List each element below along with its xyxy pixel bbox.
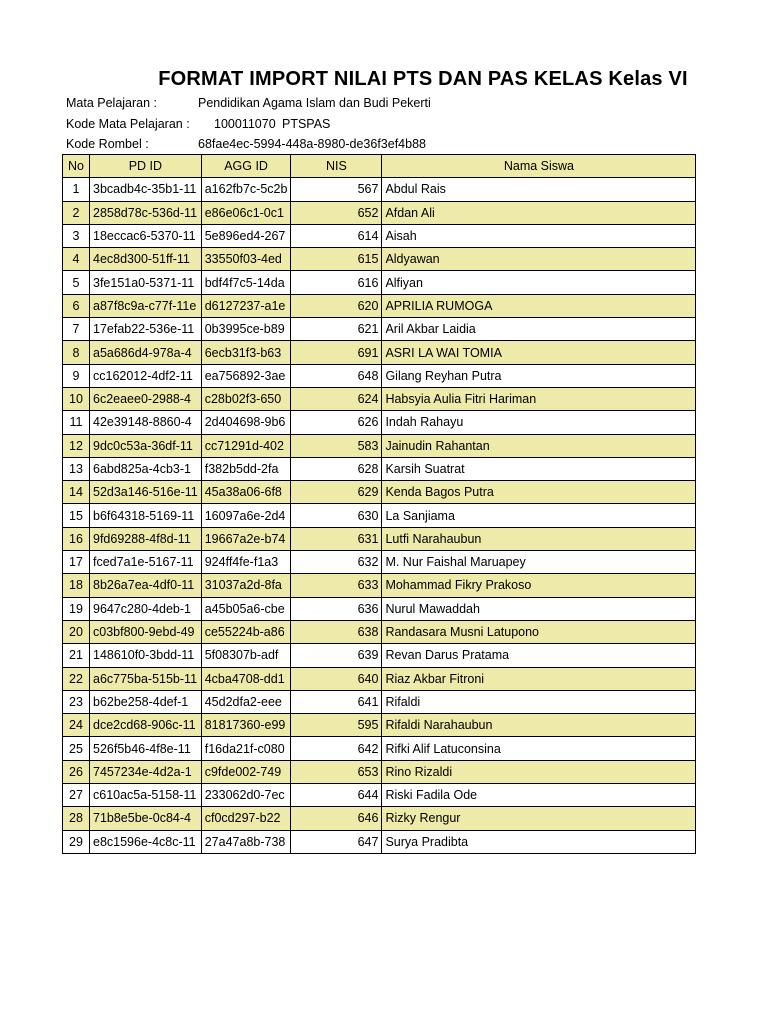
cell-pd-id: 52d3a146-516e-11	[90, 481, 202, 504]
cell-no: 19	[63, 597, 90, 620]
cell-agg-id: 16097a6e-2d4	[201, 504, 291, 527]
table-row	[63, 644, 696, 667]
cell-agg-id: 45a38a06-6f8	[201, 481, 291, 504]
cell-pd-id: 42e39148-8860-4	[90, 411, 202, 434]
cell-nis: 629	[291, 481, 382, 504]
cell-no: 22	[63, 667, 90, 690]
table-header-row	[63, 155, 696, 178]
cell-no: 26	[63, 760, 90, 783]
cell-no: 2	[63, 201, 90, 224]
cell-agg-id: f382b5dd-2fa	[201, 457, 291, 480]
cell-agg-id: bdf4f7c5-14da	[201, 271, 291, 294]
cell-nis: 648	[291, 364, 382, 387]
table-row	[63, 784, 696, 807]
cell-nama-siswa: Abdul Rais	[382, 178, 696, 201]
table-row	[63, 341, 696, 364]
cell-no: 28	[63, 807, 90, 830]
cell-nis: 639	[291, 644, 382, 667]
cell-pd-id: 148610f0-3bdd-11	[90, 644, 202, 667]
cell-agg-id: cc71291d-402	[201, 434, 291, 457]
cell-nama-siswa: ASRI LA WAI TOMIA	[382, 341, 696, 364]
cell-no: 21	[63, 644, 90, 667]
cell-no: 3	[63, 224, 90, 247]
cell-agg-id: 19667a2e-b74	[201, 527, 291, 550]
cell-pd-id: 9fd69288-4f8d-11	[90, 527, 202, 550]
cell-pd-id: 2858d78c-536d-11	[90, 201, 202, 224]
table-row	[63, 737, 696, 760]
cell-no: 24	[63, 714, 90, 737]
cell-no: 20	[63, 620, 90, 643]
cell-agg-id: a45b05a6-cbe	[201, 597, 291, 620]
cell-nis: 632	[291, 551, 382, 574]
cell-nis: 636	[291, 597, 382, 620]
cell-pd-id: c03bf800-9ebd-49	[90, 620, 202, 643]
cell-nis: 633	[291, 574, 382, 597]
cell-no: 15	[63, 504, 90, 527]
kode-rombel-value: 68fae4ec-5994-448a-8980-de36f3ef4b88	[198, 137, 426, 151]
cell-agg-id: 233062d0-7ec	[201, 784, 291, 807]
table-row	[63, 690, 696, 713]
cell-pd-id: 3bcadb4c-35b1-11	[90, 178, 202, 201]
table-row	[63, 481, 696, 504]
cell-pd-id: e8c1596e-4c8c-11	[90, 830, 202, 853]
cell-no: 29	[63, 830, 90, 853]
cell-nama-siswa: Mohammad Fikry Prakoso	[382, 574, 696, 597]
cell-no: 12	[63, 434, 90, 457]
cell-nis: 641	[291, 690, 382, 713]
cell-pd-id: 18eccac6-5370-11	[90, 224, 202, 247]
cell-no: 5	[63, 271, 90, 294]
table-row	[63, 434, 696, 457]
table-row	[63, 714, 696, 737]
cell-nama-siswa: Gilang Reyhan Putra	[382, 364, 696, 387]
cell-nis: 624	[291, 387, 382, 410]
table-row	[63, 504, 696, 527]
kode-mata-pelajaran-extra: PTSPAS	[282, 117, 331, 131]
cell-agg-id: e86e06c1-0c1	[201, 201, 291, 224]
cell-nama-siswa: Aldyawan	[382, 248, 696, 271]
cell-no: 27	[63, 784, 90, 807]
cell-agg-id: a162fb7c-5c2b	[201, 178, 291, 201]
table-row	[63, 271, 696, 294]
cell-agg-id: d6127237-a1e	[201, 294, 291, 317]
cell-nis: 616	[291, 271, 382, 294]
cell-nama-siswa: Riski Fadila Ode	[382, 784, 696, 807]
cell-nama-siswa: Aisah	[382, 224, 696, 247]
cell-pd-id: 4ec8d300-51ff-11	[90, 248, 202, 271]
cell-pd-id: a6c775ba-515b-11	[90, 667, 202, 690]
cell-nis: 630	[291, 504, 382, 527]
cell-agg-id: 5e896ed4-267	[201, 224, 291, 247]
cell-pd-id: a87f8c9a-c77f-11e	[90, 294, 202, 317]
cell-pd-id: 17efab22-536e-11	[90, 318, 202, 341]
header-agg-id: AGG ID	[201, 155, 291, 178]
cell-nama-siswa: Rizky Rengur	[382, 807, 696, 830]
mata-pelajaran-label: Mata Pelajaran :	[66, 96, 158, 110]
cell-nis: 628	[291, 457, 382, 480]
cell-nama-siswa: Karsih Suatrat	[382, 457, 696, 480]
cell-nama-siswa: Lutfi Narahaubun	[382, 527, 696, 550]
table-row	[63, 597, 696, 620]
cell-no: 17	[63, 551, 90, 574]
cell-no: 7	[63, 318, 90, 341]
page-title: FORMAT IMPORT NILAI PTS DAN PAS KELAS Kelas VI	[158, 68, 688, 90]
cell-agg-id: 4cba4708-dd1	[201, 667, 291, 690]
cell-nama-siswa: Kenda Bagos Putra	[382, 481, 696, 504]
table-row	[63, 318, 696, 341]
meta-kode-mata-pelajaran	[66, 117, 331, 131]
cell-agg-id: c28b02f3-650	[201, 387, 291, 410]
meta-kode-rombel	[66, 137, 426, 151]
table-row	[63, 527, 696, 550]
cell-no: 8	[63, 341, 90, 364]
cell-no: 6	[63, 294, 90, 317]
cell-pd-id: fced7a1e-5167-11	[90, 551, 202, 574]
meta-mata-pelajaran	[66, 96, 431, 110]
cell-nis: 620	[291, 294, 382, 317]
cell-nis: 615	[291, 248, 382, 271]
cell-nama-siswa: Revan Darus Pratama	[382, 644, 696, 667]
cell-pd-id: 71b8e5be-0c84-4	[90, 807, 202, 830]
cell-nis: 653	[291, 760, 382, 783]
cell-nama-siswa: Rifaldi	[382, 690, 696, 713]
table-row	[63, 387, 696, 410]
table-row	[63, 364, 696, 387]
cell-nis: 642	[291, 737, 382, 760]
table-row	[63, 224, 696, 247]
cell-no: 13	[63, 457, 90, 480]
cell-nis: 567	[291, 178, 382, 201]
cell-no: 9	[63, 364, 90, 387]
cell-pd-id: c610ac5a-5158-11	[90, 784, 202, 807]
cell-nama-siswa: La Sanjiama	[382, 504, 696, 527]
header-nama-siswa: Nama Siswa	[382, 155, 696, 178]
cell-pd-id: 526f5b46-4f8e-11	[90, 737, 202, 760]
cell-nis: 646	[291, 807, 382, 830]
cell-agg-id: 45d2dfa2-eee	[201, 690, 291, 713]
cell-nis: 626	[291, 411, 382, 434]
cell-pd-id: dce2cd68-906c-11	[90, 714, 202, 737]
table-row	[63, 760, 696, 783]
cell-nis: 631	[291, 527, 382, 550]
table-row	[63, 551, 696, 574]
grade-import-table	[62, 154, 696, 854]
cell-nama-siswa: M. Nur Faishal Maruapey	[382, 551, 696, 574]
cell-agg-id: 27a47a8b-738	[201, 830, 291, 853]
cell-nama-siswa: Surya Pradibta	[382, 830, 696, 853]
cell-no: 11	[63, 411, 90, 434]
cell-pd-id: 6abd825a-4cb3-1	[90, 457, 202, 480]
cell-no: 16	[63, 527, 90, 550]
cell-agg-id: 2d404698-9b6	[201, 411, 291, 434]
cell-no: 1	[63, 178, 90, 201]
cell-agg-id: ea756892-3ae	[201, 364, 291, 387]
header-no: No	[63, 155, 90, 178]
cell-nis: 652	[291, 201, 382, 224]
cell-nis: 583	[291, 434, 382, 457]
kode-rombel-label: Kode Rombel :	[66, 137, 149, 151]
cell-pd-id: a5a686d4-978a-4	[90, 341, 202, 364]
cell-nama-siswa: Randasara Musni Latupono	[382, 620, 696, 643]
cell-agg-id: 5f08307b-adf	[201, 644, 291, 667]
kode-mata-pelajaran-value: 100011070	[214, 117, 276, 131]
cell-nis: 638	[291, 620, 382, 643]
table-row	[63, 667, 696, 690]
cell-pd-id: 7457234e-4d2a-1	[90, 760, 202, 783]
cell-pd-id: b6f64318-5169-11	[90, 504, 202, 527]
cell-no: 18	[63, 574, 90, 597]
cell-no: 4	[63, 248, 90, 271]
cell-no: 14	[63, 481, 90, 504]
cell-pd-id: 8b26a7ea-4df0-11	[90, 574, 202, 597]
cell-agg-id: cf0cd297-b22	[201, 807, 291, 830]
cell-nama-siswa: Jainudin Rahantan	[382, 434, 696, 457]
table-row	[63, 620, 696, 643]
cell-nis: 595	[291, 714, 382, 737]
cell-nama-siswa: Rino Rizaldi	[382, 760, 696, 783]
cell-nama-siswa: APRILIA RUMOGA	[382, 294, 696, 317]
cell-nama-siswa: Aril Akbar Laidia	[382, 318, 696, 341]
cell-agg-id: 924ff4fe-f1a3	[201, 551, 291, 574]
cell-agg-id: ce55224b-a86	[201, 620, 291, 643]
cell-pd-id: 3fe151a0-5371-11	[90, 271, 202, 294]
cell-pd-id: 9dc0c53a-36df-11	[90, 434, 202, 457]
table-row	[63, 201, 696, 224]
mata-pelajaran-value: Pendidikan Agama Islam dan Budi Pekerti	[198, 96, 431, 110]
table-row	[63, 574, 696, 597]
table-row	[63, 411, 696, 434]
cell-nis: 647	[291, 830, 382, 853]
table-row	[63, 457, 696, 480]
table-row	[63, 830, 696, 853]
cell-agg-id: 31037a2d-8fa	[201, 574, 291, 597]
cell-pd-id: 9647c280-4deb-1	[90, 597, 202, 620]
cell-no: 10	[63, 387, 90, 410]
table-row	[63, 178, 696, 201]
cell-pd-id: b62be258-4def-1	[90, 690, 202, 713]
cell-agg-id: f16da21f-c080	[201, 737, 291, 760]
cell-nama-siswa: Indah Rahayu	[382, 411, 696, 434]
cell-agg-id: 33550f03-4ed	[201, 248, 291, 271]
cell-no: 25	[63, 737, 90, 760]
cell-nama-siswa: Nurul Mawaddah	[382, 597, 696, 620]
cell-agg-id: c9fde002-749	[201, 760, 291, 783]
cell-nama-siswa: Rifaldi Narahaubun	[382, 714, 696, 737]
cell-nis: 614	[291, 224, 382, 247]
cell-no: 23	[63, 690, 90, 713]
header-nis: NIS	[291, 155, 382, 178]
cell-nama-siswa: Rifki Alif Latuconsina	[382, 737, 696, 760]
header-pd-id: PD ID	[90, 155, 202, 178]
kode-mata-pelajaran-label: Kode Mata Pelajaran :	[66, 117, 190, 131]
cell-agg-id: 6ecb31f3-b63	[201, 341, 291, 364]
cell-nis: 621	[291, 318, 382, 341]
cell-nis: 691	[291, 341, 382, 364]
cell-pd-id: cc162012-4df2-11	[90, 364, 202, 387]
cell-nama-siswa: Riaz Akbar Fitroni	[382, 667, 696, 690]
cell-pd-id: 6c2eaee0-2988-4	[90, 387, 202, 410]
table-row	[63, 248, 696, 271]
cell-nis: 640	[291, 667, 382, 690]
cell-nis: 644	[291, 784, 382, 807]
cell-nama-siswa: Alfiyan	[382, 271, 696, 294]
table-row	[63, 294, 696, 317]
cell-nama-siswa: Afdan Ali	[382, 201, 696, 224]
cell-agg-id: 0b3995ce-b89	[201, 318, 291, 341]
table-row	[63, 807, 696, 830]
cell-agg-id: 81817360-e99	[201, 714, 291, 737]
cell-nama-siswa: Habsyia Aulia Fitri Hariman	[382, 387, 696, 410]
